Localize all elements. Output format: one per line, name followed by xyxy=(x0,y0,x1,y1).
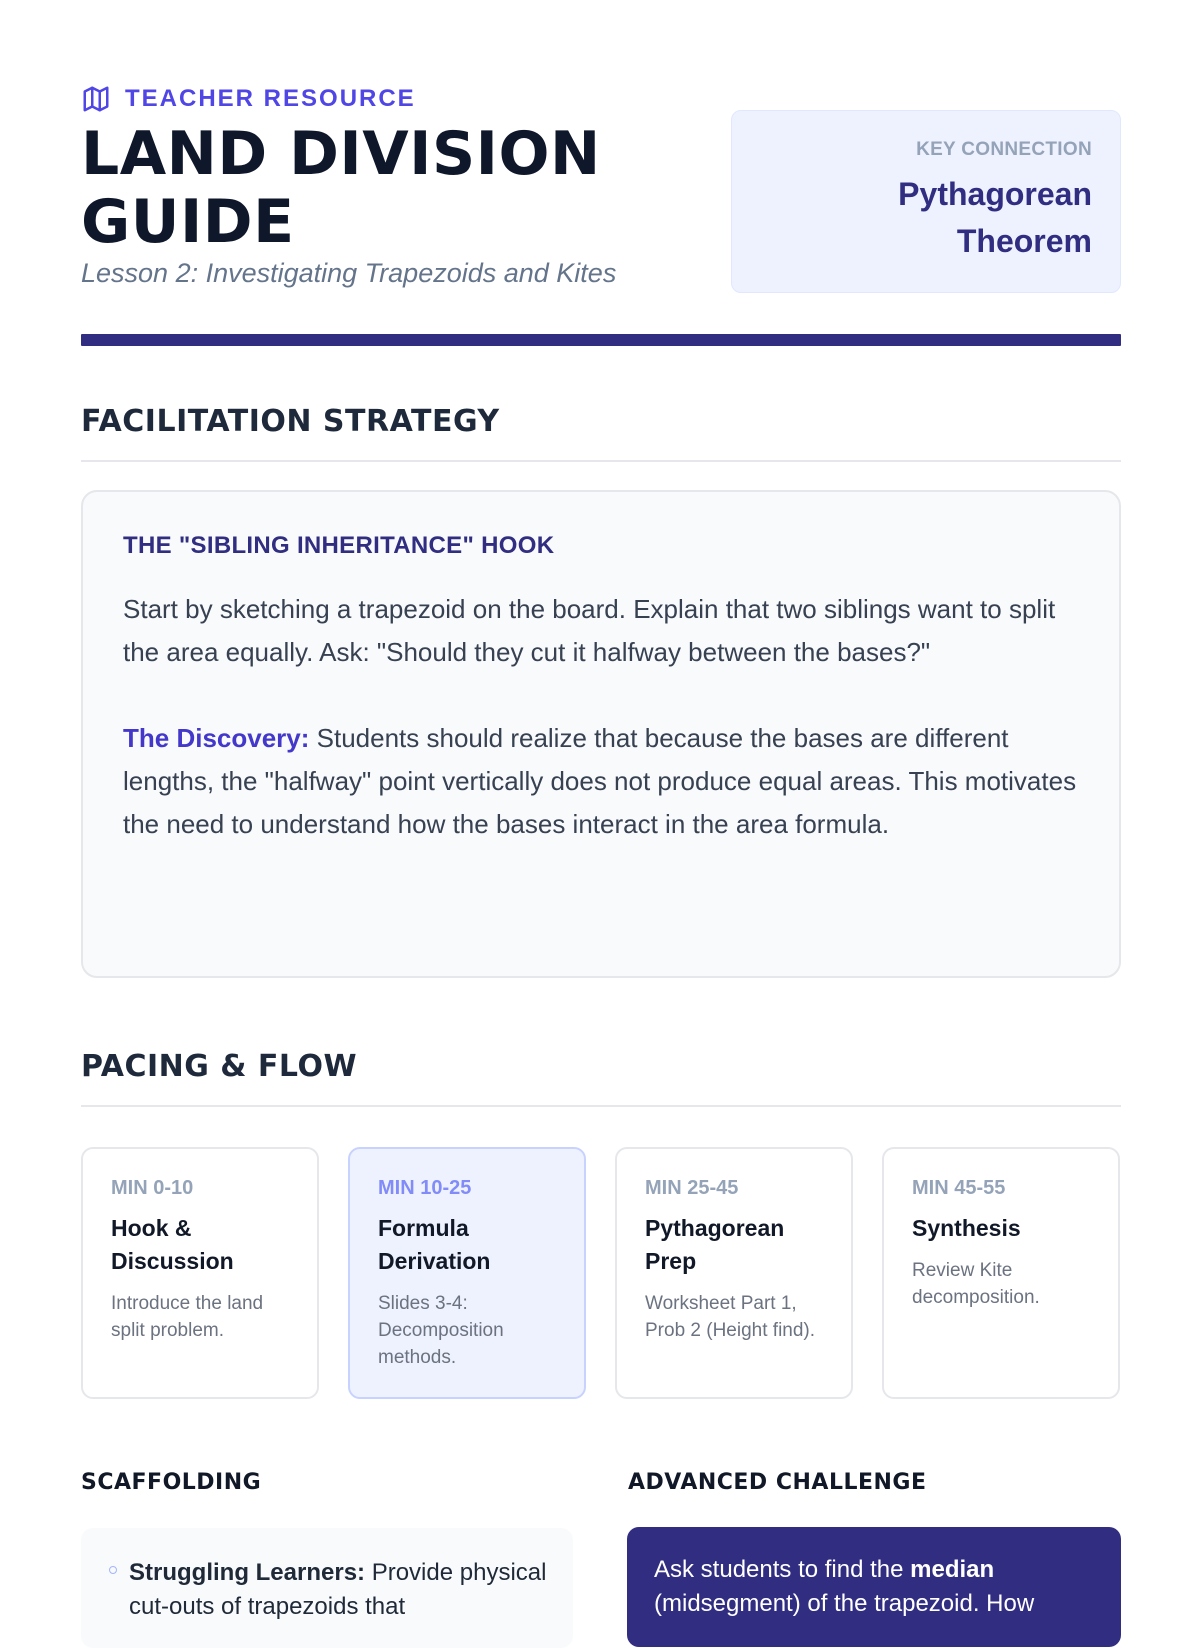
header-divider xyxy=(81,334,1121,346)
strategy-box xyxy=(81,490,1121,978)
challenge-text-start: Ask students to find the xyxy=(654,1556,911,1583)
card-title: Synthesis xyxy=(912,1215,1021,1241)
discovery-label: The Discovery: xyxy=(123,723,310,753)
teacher-resource-page xyxy=(81,0,1121,1620)
pacing-card xyxy=(81,1147,319,1399)
card-minutes: MIN 45-55 xyxy=(912,1177,1006,1199)
pacing-heading: PACING & FLOW xyxy=(81,1049,358,1084)
struggling-learners-text: Provide physical cut-outs of trapezoids that xyxy=(129,1559,547,1620)
card-description: Review Kite decomposition. xyxy=(912,1260,1040,1308)
scaffolding-heading: SCAFFOLDING xyxy=(81,1470,262,1495)
eyebrow xyxy=(81,84,416,114)
challenge-text-end: (midsegment) of the trapezoid. How xyxy=(654,1590,1035,1617)
challenge-text-bold: median xyxy=(910,1556,995,1583)
eyebrow-label: TEACHER RESOURCE xyxy=(125,85,416,112)
discovery-paragraph xyxy=(123,717,1079,846)
facilitation-heading: FACILITATION STRATEGY xyxy=(81,404,500,439)
map-icon xyxy=(81,84,111,114)
pacing-divider xyxy=(81,1105,1121,1107)
card-description: Worksheet Part 1, Prob 2 (Height find). xyxy=(645,1293,816,1341)
key-connection-line-1: Pythagorean xyxy=(898,176,1092,212)
card-minutes: MIN 25-45 xyxy=(645,1177,739,1199)
key-connection-value xyxy=(732,171,1092,265)
scaffolding-box xyxy=(81,1528,573,1648)
card-title: Pythagorean Prep xyxy=(645,1215,785,1274)
card-minutes: MIN 10-25 xyxy=(378,1177,472,1199)
advanced-challenge-heading: ADVANCED CHALLENGE xyxy=(628,1470,927,1495)
discovery-text: Students should realize that because the bases are different lengths, the "halfway" point vertically does not produce equal areas. This motivates the need to understand how the bases interact in the area formula. xyxy=(123,723,1077,839)
page-title xyxy=(81,120,681,256)
header xyxy=(81,80,1121,295)
pacing-card xyxy=(882,1147,1120,1399)
hook-title: THE "SIBLING INHERITANCE" HOOK xyxy=(123,532,555,559)
hook-paragraph: Start by sketching a trapezoid on the board. Explain that two siblings want to split the area equally. Ask: "Should they cut it halfway between the bases?" xyxy=(123,594,1056,667)
card-description: Slides 3-4: Decomposition methods. xyxy=(378,1293,504,1368)
advanced-challenge-box xyxy=(627,1527,1121,1647)
pacing-card xyxy=(615,1147,853,1399)
key-connection-label: KEY CONNECTION xyxy=(916,139,1092,160)
title-line-2: GUIDE xyxy=(81,187,295,257)
pacing-card-active xyxy=(348,1147,586,1399)
pacing-cards xyxy=(81,1147,1121,1399)
card-minutes: MIN 0-10 xyxy=(111,1177,194,1199)
list-item xyxy=(109,1556,547,1624)
card-title: Hook & Discussion xyxy=(111,1215,234,1274)
key-connection-box xyxy=(731,110,1121,293)
key-connection-line-2: Theorem xyxy=(956,223,1092,259)
title-line-1: LAND DIVISION xyxy=(81,119,601,189)
bullet-icon xyxy=(109,1566,117,1574)
card-description: Introduce the land split problem. xyxy=(111,1293,264,1341)
facilitation-divider xyxy=(81,460,1121,462)
struggling-learners-label: Struggling Learners: xyxy=(129,1559,366,1586)
lesson-subtitle: Lesson 2: Investigating Trapezoids and Kites xyxy=(81,258,617,288)
card-title: Formula Derivation xyxy=(378,1215,491,1274)
